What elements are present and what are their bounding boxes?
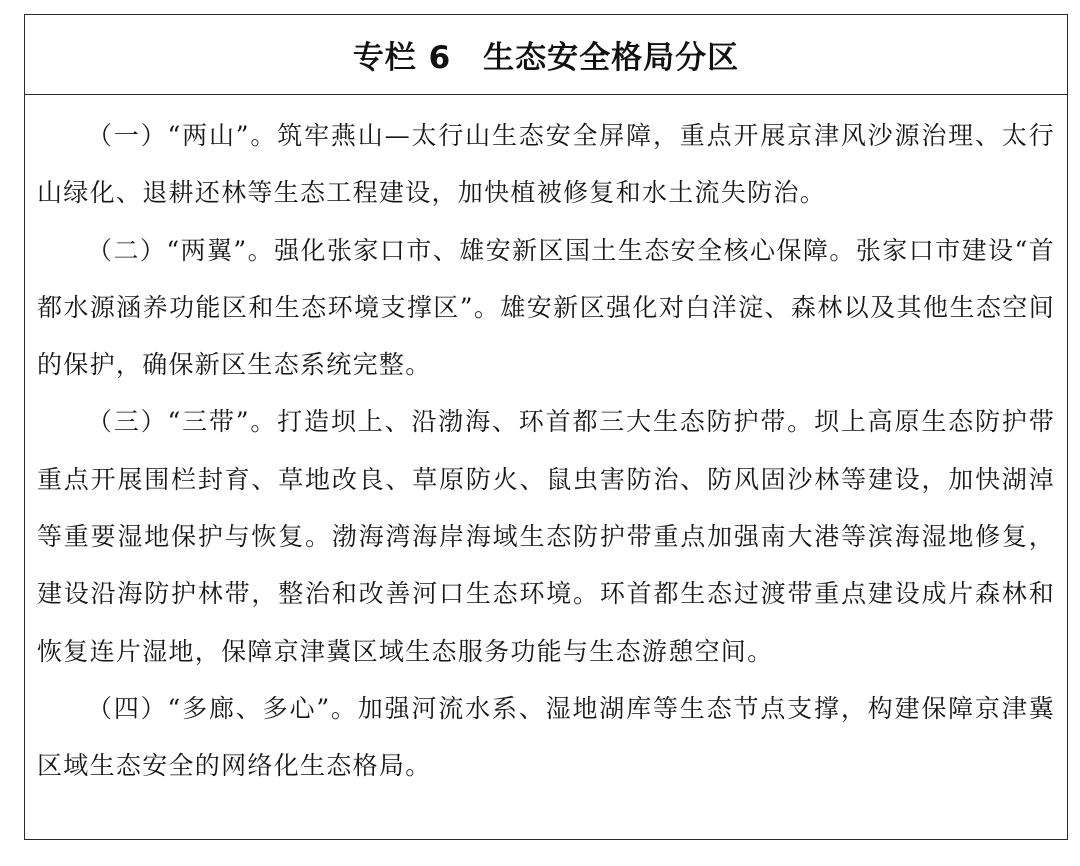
- paragraph-two-mountains: （一）“两山”。筑牢燕山—太行山生态安全屏障，重点开展京津风沙源治理、太行山绿化、退耕还林等生态工程建设，加快植被修复和水土流失防治。: [37, 121, 1055, 208]
- column-box: [24, 14, 1068, 840]
- paragraph-corridors-centers: （四）“多廊、多心”。加强河流水系、湿地湖库等生态节点支撑，构建保障京津冀区域生态安全的网络化生态格局。: [37, 693, 1055, 781]
- column-content: [25, 95, 1067, 795]
- paragraph-three-belts: （三）“三带”。打造坝上、沿渤海、环首都三大生态防护带。坝上高原生态防护带重点开展围栏封育、草地改良、草原防火、鼠虫害防治、防风固沙林等建设，加快湖淖等重要湿地保护与恢复。渤海湾海岸海域生态防护带重点加强南大港等滨海湿地修复，建设沿海防护林带，整治和改善河口生态环境。环首都生态过渡带重点建设成片森林和恢复连片湿地，保障京津冀区域生态服务功能与生态游憩空间。: [37, 407, 1055, 666]
- paragraph-two-wings: （二）“两翼”。强化张家口市、雄安新区国土生态安全核心保障。张家口市建设“首都水源涵养功能区和生态环境支撑区”。雄安新区强化对白洋淀、森林以及其他生态空间的保护，确保新区生态系统完整。: [37, 235, 1055, 380]
- title-bar: [25, 15, 1067, 95]
- column-title: 专栏 6 生态安全格局分区: [352, 40, 740, 76]
